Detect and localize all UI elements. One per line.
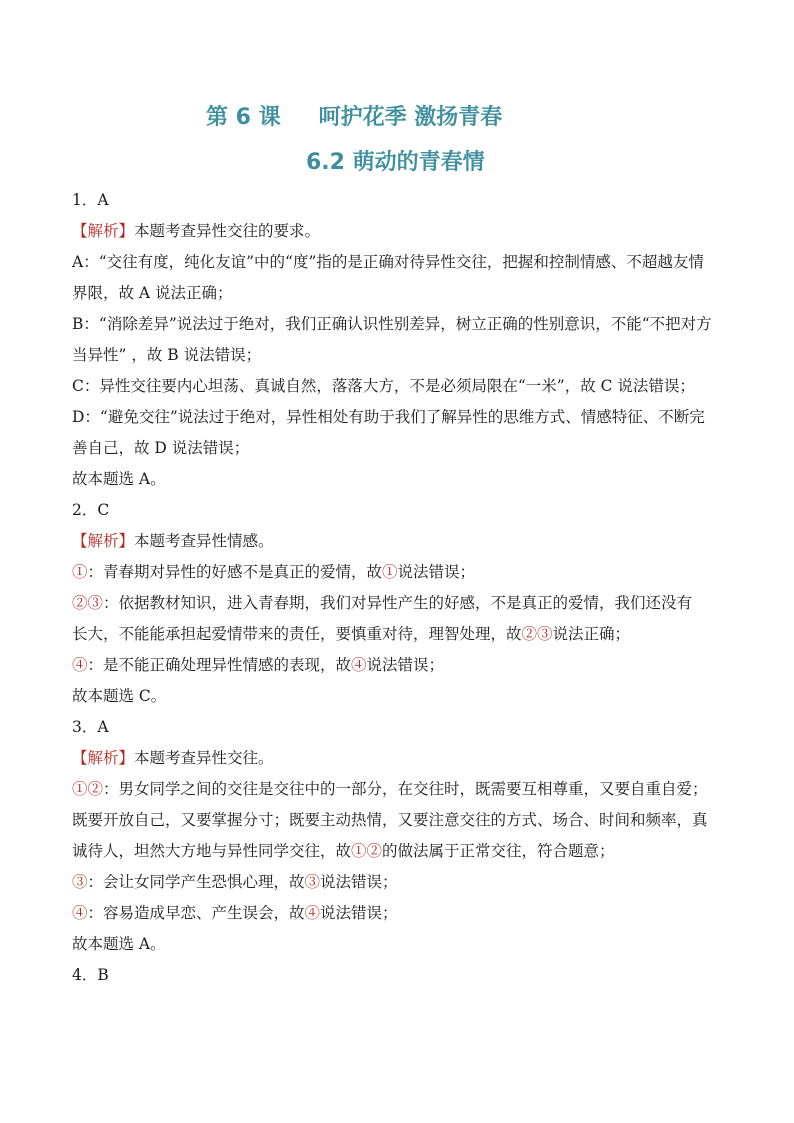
line-text: 说法错误；: [366, 656, 445, 674]
highlight-text: ④: [351, 656, 367, 674]
text-line: [72, 960, 724, 991]
text-line: [72, 433, 724, 464]
lesson-theme: 呵护花季 激扬青春: [318, 105, 503, 130]
answer-content: [72, 185, 724, 991]
line-text: 诚待人，坦然大方地与异性同学交往，故: [72, 842, 352, 860]
text-line: [72, 650, 724, 681]
line-text: 2．C: [72, 501, 110, 519]
line-text: D：“避免交往”说法过于绝对，异性相处有助于我们了解异性的思维方式、情感特征、不断完: [72, 408, 705, 426]
text-line: [72, 216, 724, 247]
text-line: [72, 805, 724, 836]
highlight-text: 【解析】: [72, 532, 135, 550]
lesson-number: 第 6 课: [206, 105, 281, 130]
line-text: 既要开放自己，又要掌握分寸；既要主动热情，又要注意交往的方式、场合、时间和频率，真: [72, 811, 708, 829]
highlight-text: ④: [72, 904, 88, 922]
highlight-text: ③: [304, 873, 321, 891]
text-line: [72, 247, 724, 278]
text-line: [72, 278, 724, 309]
line-text: 1．A: [72, 191, 109, 209]
line-text: 善自己，故 D 说法错误；: [72, 439, 250, 457]
highlight-text: 【解析】: [72, 749, 135, 767]
line-text: ：青春期对异性的好感不是真正的爱情，故: [87, 563, 383, 581]
line-text: 本题考查异性情感。: [134, 532, 274, 550]
line-text: 本题考查异性交往的要求。: [134, 222, 321, 240]
line-text: ：是不能正确处理异性情感的表现，故: [87, 656, 352, 674]
highlight-text: ③: [72, 873, 88, 891]
text-line: [72, 867, 724, 898]
line-text: ：容易造成早恋、产生误会，故: [87, 904, 305, 922]
text-line: [72, 774, 724, 805]
line-text: 说法错误；: [397, 563, 476, 581]
text-line: [72, 619, 724, 650]
text-line: [72, 681, 724, 712]
highlight-text: ④: [72, 656, 88, 674]
highlight-text: ②③: [521, 625, 553, 643]
line-text: ：依据教材知识，进入青春期，我们对异性产生的好感，不是真正的爱情，我们还没有: [103, 594, 693, 612]
highlight-text: ①: [382, 563, 398, 581]
text-line: [72, 898, 724, 929]
line-text: 当异性” ，故 B 说法错误；: [72, 346, 262, 364]
text-line: [72, 402, 724, 433]
line-text: 说法错误；: [320, 873, 398, 891]
text-line: [72, 929, 724, 960]
line-text: B：“消除差异”说法过于绝对，我们正确认识性别差异，树立正确的性别意识，不能“不把对方: [72, 315, 712, 333]
text-line: [72, 340, 724, 371]
line-text: 说法错误；: [320, 904, 398, 922]
highlight-text: ①: [72, 563, 88, 581]
line-text: 故本题选 A。: [72, 470, 166, 488]
text-line: [72, 836, 724, 867]
text-line: [72, 712, 724, 743]
highlight-text: ④: [304, 904, 321, 922]
line-text: 说法正确；: [552, 625, 631, 643]
line-text: A：“交往有度，纯化友谊”中的“度”指的是正确对待异性交往，把握和控制情感、不超越友情: [72, 253, 704, 271]
text-line: [72, 557, 724, 588]
line-text: 3．A: [72, 718, 109, 736]
line-text: 故本题选 C。: [72, 687, 167, 705]
highlight-text: ①②: [72, 780, 104, 798]
line-text: 长大，不能能承担起爱情带来的责任，要慎重对待，理智处理，故: [72, 625, 522, 643]
line-text: 故本题选 A。: [72, 935, 166, 953]
text-line: [72, 588, 724, 619]
line-text: 的做法属于正常交往，符合题意；: [382, 842, 615, 860]
line-text: 4．B: [72, 966, 109, 984]
text-line: [72, 526, 724, 557]
text-line: [72, 495, 724, 526]
text-line: [72, 371, 724, 402]
line-text: ：会让女同学产生恐惧心理，故: [87, 873, 305, 891]
text-line: [72, 309, 724, 340]
highlight-text: 【解析】: [72, 222, 135, 240]
text-line: [72, 743, 724, 774]
text-line: [72, 464, 724, 495]
highlight-text: ②③: [72, 594, 104, 612]
highlight-text: ①②: [351, 842, 383, 860]
lesson-title: [206, 100, 502, 131]
section-title: 6.2 萌动的青春情: [306, 150, 485, 175]
line-text: 本题考查异性交往。: [134, 749, 274, 767]
line-text: ：男女同学之间的交往是交往中的一部分，在交往时，既需要互相尊重，又要自重自爱；: [103, 780, 708, 798]
line-text: C：异性交往要内心坦荡、真诚自然，落落大方，不是必须局限在“一米”，故 C 说法错误；: [72, 377, 695, 395]
text-line: [72, 185, 724, 216]
line-text: 界限，故 A 说法正确；: [72, 284, 233, 302]
